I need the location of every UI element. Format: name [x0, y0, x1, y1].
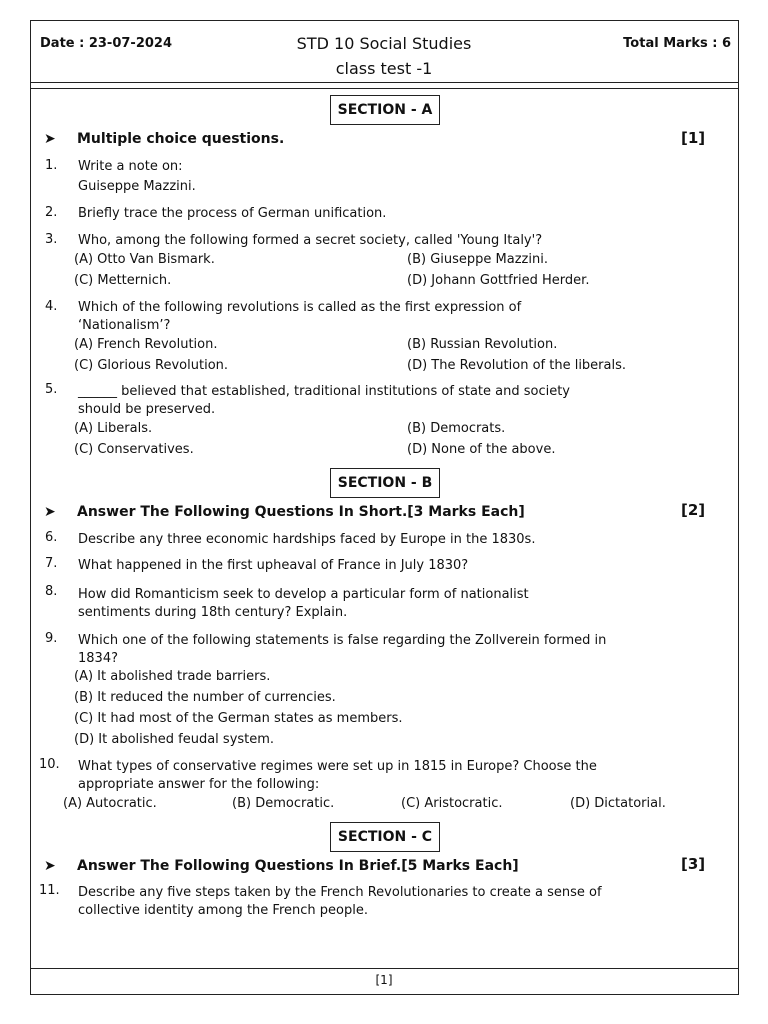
section-b-marks: [2]: [681, 501, 706, 519]
question-text: Which one of the following statements is false regarding the Zollverein formed in: [78, 633, 607, 648]
question-text: What happened in the first upheaval of France in July 1830?: [78, 558, 469, 573]
option-a: (A) French Revolution.: [74, 337, 218, 352]
question-text: should be preserved.: [78, 402, 216, 417]
header-divider: [30, 82, 739, 83]
question-text: ‘Nationalism’?: [78, 318, 171, 333]
option-a: (A) It abolished trade barriers.: [74, 669, 271, 684]
question-number: 3.: [45, 232, 58, 247]
question-number: 10.: [39, 757, 60, 772]
option-b: (B) Democrats.: [407, 421, 506, 436]
question-number: 11.: [39, 883, 60, 898]
question-number: 5.: [45, 382, 58, 397]
option-d: (D) The Revolution of the liberals.: [407, 358, 627, 373]
option-c: (C) Glorious Revolution.: [74, 358, 229, 373]
question-text: Briefly trace the process of German unification.: [78, 206, 387, 221]
question-text: sentiments during 18th century? Explain.: [78, 605, 348, 620]
option-a: (A) Otto Van Bismark.: [74, 252, 215, 267]
option-d: (D) None of the above.: [407, 442, 556, 457]
option-d: (D) Johann Gottfried Herder.: [407, 273, 590, 288]
bullet-icon: ➤: [44, 858, 56, 874]
bullet-icon: ➤: [44, 131, 56, 147]
option-c: (C) Metternich.: [74, 273, 172, 288]
section-b-heading: Answer The Following Questions In Short.[3 Marks Each]: [77, 504, 525, 520]
section-c-marks: [3]: [681, 855, 706, 873]
option-a: (A) Liberals.: [74, 421, 153, 436]
question-text: ______ believed that established, traditional institutions of state and society: [78, 384, 571, 399]
question-text: What types of conservative regimes were set up in 1815 in Europe? Choose the: [78, 759, 597, 774]
question-number: 6.: [45, 530, 58, 545]
option-b: (B) Giuseppe Mazzini.: [407, 252, 548, 267]
bullet-icon: ➤: [44, 504, 56, 520]
question-text: How did Romanticism seek to develop a particular form of nationalist: [78, 587, 529, 602]
option-b: (B) It reduced the number of currencies.: [74, 690, 336, 705]
option-c: (C) Aristocratic.: [401, 796, 503, 811]
question-number: 7.: [45, 556, 58, 571]
section-c-heading: Answer The Following Questions In Brief.[5 Marks Each]: [77, 858, 519, 874]
section-a-heading: Multiple choice questions.: [77, 131, 285, 147]
exam-title: STD 10 Social Studies: [296, 34, 472, 53]
total-marks: Total Marks : 6: [623, 36, 731, 51]
option-b: (B) Russian Revolution.: [407, 337, 558, 352]
question-text: Describe any five steps taken by the French Revolutionaries to create a sense of: [78, 885, 602, 900]
section-a-label: SECTION - A: [330, 95, 440, 125]
header-divider-double: [30, 88, 739, 89]
question-text: Describe any three economic hardships faced by Europe in the 1830s.: [78, 532, 536, 547]
question-number: 8.: [45, 584, 58, 599]
section-b-label: SECTION - B: [330, 468, 440, 498]
question-text: Write a note on:: [78, 159, 183, 174]
exam-subtitle: class test -1: [335, 59, 433, 78]
section-a-marks: [1]: [681, 129, 706, 147]
question-number: 9.: [45, 631, 58, 646]
option-b: (B) Democratic.: [232, 796, 335, 811]
question-text: Guiseppe Mazzini.: [78, 179, 196, 194]
question-number: 2.: [45, 205, 58, 220]
exam-date: Date : 23-07-2024: [40, 36, 172, 51]
section-c-label: SECTION - C: [330, 822, 440, 852]
question-text: Which of the following revolutions is called as the first expression of: [78, 300, 522, 315]
question-text: 1834?: [78, 651, 118, 666]
page-number: [1]: [375, 973, 393, 987]
question-text: appropriate answer for the following:: [78, 777, 320, 792]
footer-divider: [30, 968, 739, 969]
option-c: (C) It had most of the German states as members.: [74, 711, 403, 726]
option-d: (D) It abolished feudal system.: [74, 732, 275, 747]
question-text: Who, among the following formed a secret society, called 'Young Italy'?: [78, 233, 543, 248]
option-a: (A) Autocratic.: [63, 796, 157, 811]
question-number: 1.: [45, 158, 58, 173]
option-c: (C) Conservatives.: [74, 442, 194, 457]
question-text: collective identity among the French people.: [78, 903, 368, 918]
question-number: 4.: [45, 299, 58, 314]
option-d: (D) Dictatorial.: [570, 796, 666, 811]
